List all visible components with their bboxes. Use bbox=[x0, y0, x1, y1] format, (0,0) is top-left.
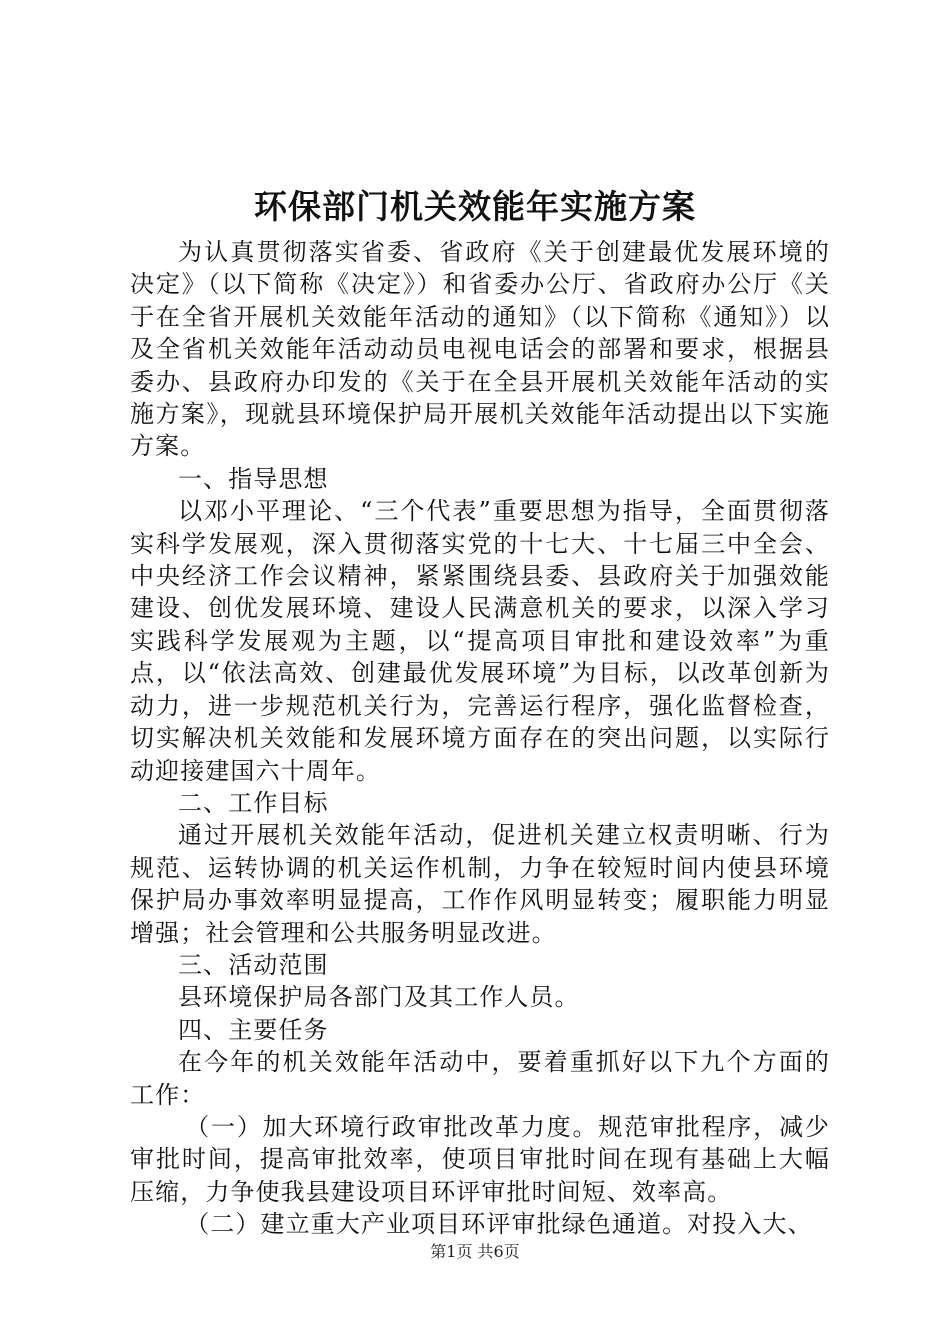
document-title: 环保部门机关效能年实施方案 bbox=[254, 187, 696, 226]
task-item-2: （二）建立重大产业项目环评审批绿色通道。对投入大、 bbox=[185, 1210, 813, 1239]
section-heading-guiding-ideology: 一、指导思想 bbox=[178, 464, 329, 493]
section-paragraph-main-tasks: 在今年的机关效能年活动中，要着重抓好以下九个方面的工作： bbox=[130, 1048, 830, 1109]
section-heading-main-tasks: 四、主要任务 bbox=[178, 1015, 329, 1044]
section-heading-work-goals: 二、工作目标 bbox=[178, 788, 329, 817]
section-paragraph-activity-scope: 县环境保护局各部门及其工作人员。 bbox=[178, 983, 580, 1012]
section-paragraph-work-goals: 通过开展机关效能年活动，促进机关建立权责明晰、行为规范、运转协调的机关运作机制，力争在较短时间内使县环境保护局办事效率明显提高，工作作风明显转变；履职能力明显增强；社会管理和公共服务明显改进。 bbox=[130, 821, 830, 947]
section-paragraph-guiding-ideology: 以邓小平理论、“三个代表”重要思想为指导，全面贯彻落实科学发展观，深入贯彻落实党的十七大、十七届三中全会、中央经济工作会议精神，紧紧围绕县委、县政府关于加强效能建设、创优发展环境、建设人民满意机关的要求，以深入学习实践科学发展观为主题，以“提高项目审批和建设效率”为重点，以“依法高效、创建最优发展环境”为目标，以改革创新为动力，进一步规范机关行为，完善运行程序，强化监督检查，切实解决机关效能和发展环境方面存在的突出问题，以实际行动迎接建国六十周年。 bbox=[130, 497, 830, 785]
intro-paragraph: 为认真贯彻落实省委、省政府《关于创建最优发展环境的决定》（以下简称《决定》）和省委办公厅、省政府办公厅《关于在全省开展机关效能年活动的通知》（以下简称《通知》）以及全省机关效能年活动动员电视电话会的部署和要求，根据县委办、县政府办印发的《关于在全县开展机关效能年活动的实施方案》，现就县环境保护局开展机关效能年活动提出以下实施方案。 bbox=[130, 238, 830, 461]
document-body bbox=[130, 236, 830, 1241]
page-footer: 第1页 共6页 bbox=[430, 1242, 520, 1261]
task-item-1: （一）加大环境行政审批改革力度。规范审批程序，减少审批时间，提高审批效率，使项目审批时间在现有基础上大幅压缩，力争使我县建设项目环评审批时间短、效率高。 bbox=[130, 1112, 830, 1206]
section-heading-activity-scope: 三、活动范围 bbox=[178, 950, 329, 979]
